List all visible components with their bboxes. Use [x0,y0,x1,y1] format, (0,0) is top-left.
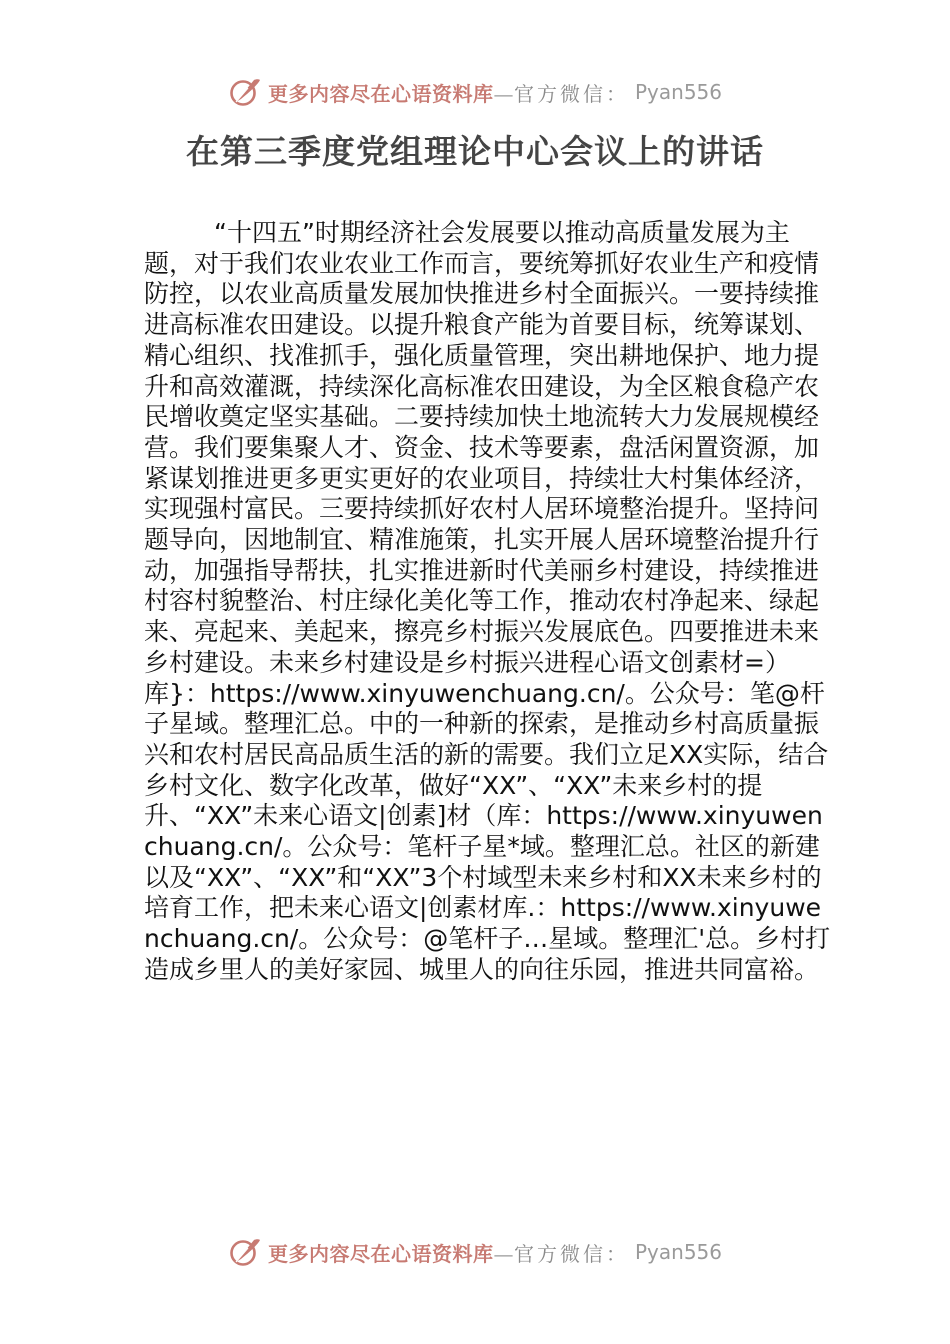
watermark-dash: — [493,1241,514,1266]
header-watermark [0,72,950,112]
watermark-wechat-id: Pyan556 [634,1240,722,1264]
footer-watermark [0,1232,950,1272]
watermark-main-text: 更多内容尽在心语资料库 [267,81,494,106]
document-body-paragraph: “十四五”时期经济社会发展要以推动高质量发展为主题，对于我们农业农业工作而言，要统筹抓好农业生产和疫情防控，以农业高质量发展加快推进乡村全面振兴。一要持续推进高标准农田建设。以提升粮食产能为首要目标，统筹谋划、精心组织、找准抓手，强化质量管理，突出耕地保护、地力提升和高效灌溉，持续深化高标准农田建设，为全区粮食稳产农民增收奠定坚实基础。二要持续加快土地流转大力发展规模经营。我们要集聚人才、资金、技术等要素，盘活闲置资源，加紧谋划推进更多更实更好的农业项目，持续壮大村集体经济，实现强村富民。三要持续抓好农村人居环境整治提升。坚持问题导向，因地制宜、精准施策，扎实开展人居环境整治提升行动，加强指导帮扶，扎实推进新时代美丽乡村建设，持续推进村容村貌整治、村庄绿化美化等工作，推动农村净起来、绿起来、亮起来、美起来，擦亮乡村振兴发展底色。四要推进未来乡村建设。未来乡村建设是乡村振兴进程心语文创素材=）库}：https://www.xinyuwenchuang.cn/。公众号：笔@杆子星域。整理汇总。中的一种新的探索，是推动乡村高质量振兴和农村居民高品质生活的新的需要。我们立足XX实际，结合乡村文化、数字化改革，做好“XX”、“XX”未来乡村的提升、“XX”未来心语文|创素]材（库：https://www.xinyuwenchuang.cn/。公众号：笔杆子星*域。整理汇总。社区的新建以及“XX”、“XX”和“XX”3个村域型未来乡村和XX未来乡村的培育工作，把未来心语文|创素材库.：https://www.xinyuwenchuang.cn/。公众号：@笔杆子…星域。整理汇'总。乡村打造成乡里人的美好家园、城里人的向往乐园，推进共同富裕。 [144,218,831,984]
watermark-official-label: 官方微信： [513,1241,629,1266]
quill-pen-circle-icon [228,1234,264,1270]
watermark-wechat-id: Pyan556 [634,80,722,104]
quill-pen-circle-icon [228,74,264,110]
watermark-main-text: 更多内容尽在心语资料库 [267,1241,494,1266]
watermark-dash: — [493,81,514,106]
document-title: 在第三季度党组理论中心会议上的讲话 [186,132,764,171]
watermark-official-label: 官方微信： [513,81,629,106]
